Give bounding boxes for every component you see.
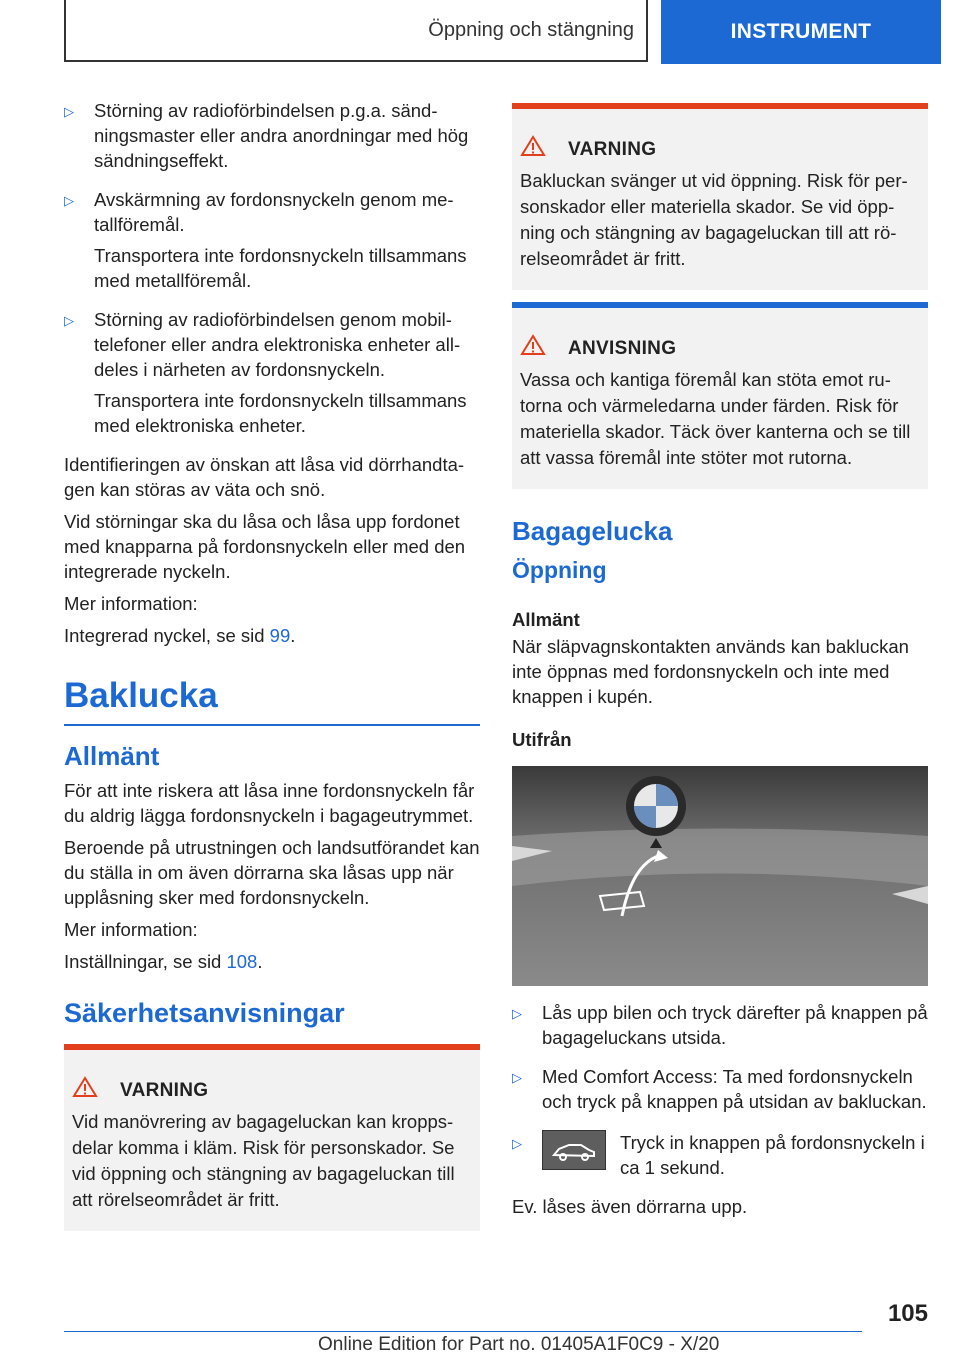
paragraph: När släpvagnskontakten används kan bakluckan inte öppnas med fordonsnyckeln och inte med knappen i kupén. <box>512 636 909 707</box>
triangle-bullet-icon: ▷ <box>64 193 74 208</box>
chapter-title: INSTRUMENT <box>730 20 872 43</box>
subheading-utifran: Utifrån <box>512 729 572 750</box>
section-title: Öppning och stängning <box>428 18 634 41</box>
page-number: 105 <box>887 1300 928 1327</box>
warning-triangle-icon <box>520 135 568 164</box>
header-section-title <box>64 0 648 62</box>
triangle-bullet-icon: ▷ <box>64 313 74 328</box>
paragraph: Mer information: <box>64 593 198 614</box>
ref-end: . <box>290 625 296 646</box>
heading-sakerhetsanvisningar: Säkerhetsanvisningar <box>64 998 345 1028</box>
heading-baklucka: Baklucka <box>64 674 480 726</box>
paragraph: Identifieringen av önskan att låsa vid dörrhandtagen kan störas av väta och snö. <box>64 454 465 500</box>
page-link[interactable]: 108 <box>226 951 258 972</box>
heading-bagagelucka: Bagagelucka <box>512 516 673 546</box>
footer-edition: Online Edition for Part no. 01405A1F0C9 - X/20 <box>318 1334 720 1355</box>
triangle-bullet-icon: ▷ <box>512 1136 522 1151</box>
cross-reference <box>64 623 480 648</box>
header-chapter-tab[interactable] <box>661 0 941 64</box>
list-item <box>64 98 480 179</box>
trunk-button-photo <box>512 766 928 986</box>
subheading-allmant: Allmänt <box>512 609 580 630</box>
warning-text: Bakluckan svänger ut vid öppning. Risk för personskador eller materiella skador. Se vid öppning och stängning av bagageluckan till att rörelseområdet är fritt. <box>520 170 908 269</box>
warning-triangle-icon <box>72 1076 120 1105</box>
paragraph: För att inte riskera att låsa inne fordonsnyckeln får du aldrig lägga fordonsnyckeln i bagageutrymmet. <box>64 780 475 826</box>
triangle-bullet-icon: ▷ <box>512 1006 522 1021</box>
list-item <box>64 187 480 299</box>
list-item-text: Störning av radioförbindelsen genom mobiltelefoner eller andra elektroniska enheter alldeles i närheten av fordonsnyckeln. <box>94 309 461 380</box>
paragraph: Vid störningar ska du låsa och låsa upp fordonet med knapparna på fordonsnyckeln eller med den integrerade nyckeln. <box>64 511 466 582</box>
paragraph: Mer information: <box>64 919 198 940</box>
note-triangle-icon <box>520 334 568 363</box>
triangle-bullet-icon: ▷ <box>64 104 74 119</box>
ref-end: . <box>257 951 263 972</box>
warning-text: Vid manövrering av bagageluckan kan kroppsdelar komma i kläm. Risk för personskador. Se vid öppning och stängning av bagageluckan till att rörelseområdet är fritt. <box>72 1111 455 1210</box>
cross-reference <box>64 949 480 974</box>
list-item <box>512 1130 928 1186</box>
ref-text: Integrerad nyckel, se sid <box>64 625 270 646</box>
list-item <box>64 307 480 444</box>
note-box <box>512 302 928 489</box>
list-item-text: Störning av radioförbindelsen p.g.a. sändningsmaster eller andra anordningar med hög sändningseffekt. <box>94 100 469 171</box>
list-item <box>512 1000 928 1056</box>
car-trunk-key-icon <box>542 1130 606 1170</box>
paragraph: Ev. låses även dörrarna upp. <box>512 1196 748 1217</box>
warning-box <box>512 103 928 290</box>
ref-text: Inställningar, se sid <box>64 951 227 972</box>
list-item <box>512 1064 928 1120</box>
list-item-text: Lås upp bilen och tryck därefter på knappen på bagageluckans utsida. <box>542 1002 928 1048</box>
list-item-text: Transportera inte fordonsnyckeln tillsammans med elektroniska enheter. <box>94 390 467 436</box>
note-title: ANVISNING <box>568 337 677 359</box>
paragraph: Beroende på utrustningen och landsutförandet kan du ställa in om även dörrarna ska låsas upp när upplåsning sker med fordonsnyckeln. <box>64 837 480 908</box>
warning-title: VARNING <box>568 138 657 160</box>
right-column <box>512 103 928 1226</box>
heading-allmant: Allmänt <box>64 741 160 771</box>
warning-box <box>64 1044 480 1231</box>
note-text: Vassa och kantiga föremål kan stöta emot rutorna och värmeledarna under färden. Risk för materiella skador. Täck över kanterna och se till att vassa föremål inte stöter mot rutorna. <box>520 369 911 468</box>
heading-oppning: Öppning <box>512 557 607 583</box>
list-item-text: Tryck in knappen på fordonsnyckeln i ca 1 sekund. <box>620 1132 925 1178</box>
list-item-text: Med Comfort Access: Ta med fordonsnyckeln och tryck på knappen på utsidan av bakluckan. <box>542 1066 927 1112</box>
list-item-text: Transportera inte fordonsnyckeln tillsammans med metallföremål. <box>94 245 467 291</box>
triangle-bullet-icon: ▷ <box>512 1070 522 1085</box>
warning-title: VARNING <box>120 1079 209 1101</box>
footer-divider <box>64 1331 862 1332</box>
list-item-text: Avskärmning av fordonsnyckeln genom metallföremål. <box>94 189 454 235</box>
page-link[interactable]: 99 <box>269 625 291 646</box>
left-column <box>64 98 480 1231</box>
